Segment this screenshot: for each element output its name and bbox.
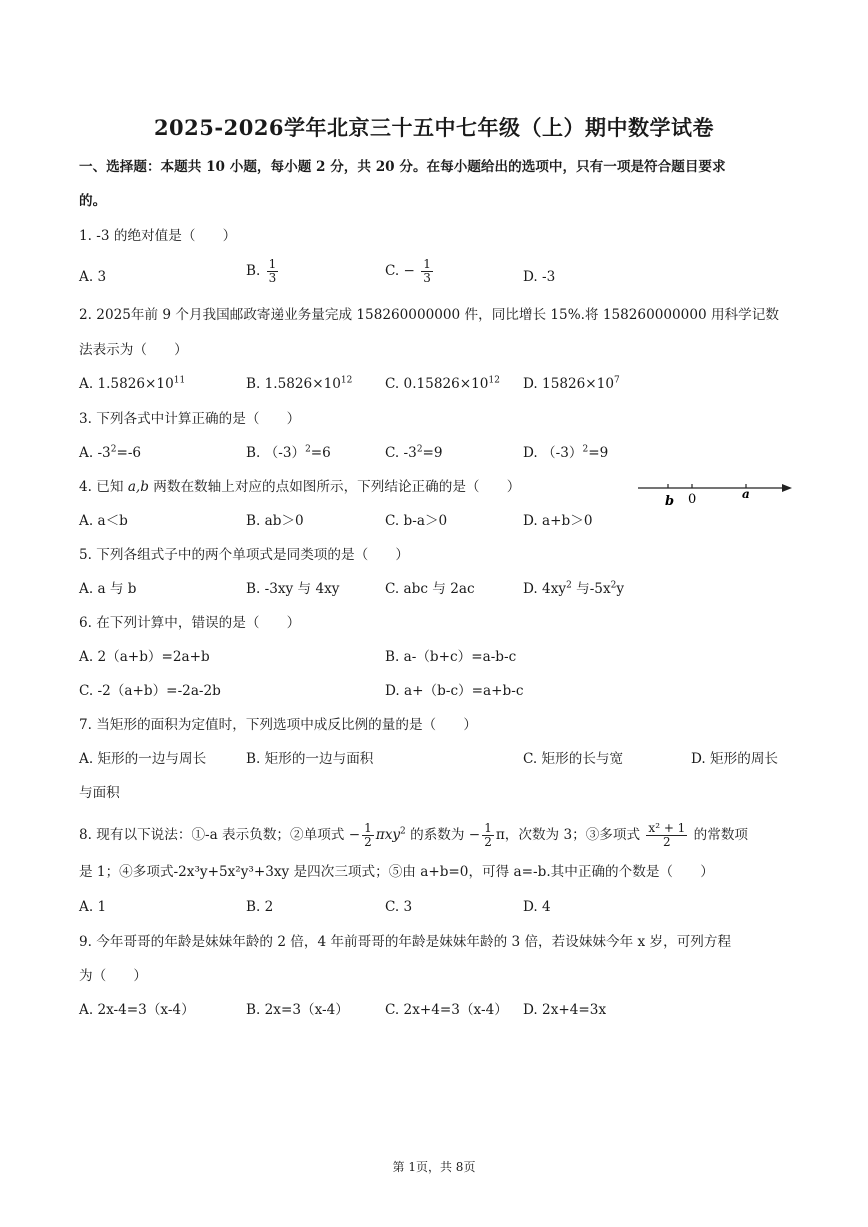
page-footer: 第 1页，共 8页 (392, 1160, 476, 1174)
q8-option-d: D. 4 (523, 899, 551, 915)
q3-option-a: A. $-3^2=-6$ (79, 444, 142, 461)
q9-option-a: A. 2x-4=3（x-4） (79, 1002, 195, 1018)
q3-option-b: B. $(-3)^2=6$ (246, 444, 331, 461)
q9-option-b: B. 2x=3（x-4） (246, 1002, 349, 1018)
q4-option-b: B. ab＞0 (246, 513, 304, 529)
label-b: b (665, 494, 675, 509)
q6-option-b: B. a-（b+c）=a-b-c (385, 649, 517, 665)
q8-stem-line1: 8. 现有以下说法：①-a 表示负数；②单项式 − $\frac{1}{2}$ πxy$^2$ 的系数为 − $\frac{1}{2}$ π，次数为 3；③多项式 $\frac{\text{x² + 1}}{2}$ 的常数项 (79, 821, 749, 849)
label-0: 0 (688, 492, 697, 507)
q3-option-c: C. $-3^2=9$ (385, 444, 443, 461)
q7-stem: 7. 当矩形的面积为定值时，下列选项中成反比例的量的是（ ） (79, 717, 477, 733)
q7-option-c: C. 矩形的长与宽 (523, 751, 624, 767)
q6-option-d: D. a+（b-c）=a+b-c (385, 683, 524, 699)
q1-c-fraction: $\frac{1}{3}$ (423, 257, 431, 285)
q3-option-d: D. $(-3)^2=9$ (523, 444, 609, 461)
q5-option-b: B. -3xy 与 4xy (246, 581, 340, 597)
q1-option-b: B. $\frac{1}{3}$ (246, 257, 277, 285)
q1-option-c: C. − $\frac{1}{3}$ (385, 257, 431, 285)
q8-fraction-3: $\frac{\text{x² + 1}}{2}$ (648, 821, 686, 849)
q2-option-c: C. $0.15826\times 10^{12}$ (385, 375, 500, 392)
section-heading-line1: 一、选择题：本题共 10 小题，每小题 2 分，共 20 分。在每小题给出的选项中，只有一项是符合题目要求 (79, 159, 726, 175)
label-a: a (742, 487, 750, 501)
q5-stem: 5. 下列各组式子中的两个单项式是同类项的是（ ） (79, 547, 409, 563)
section-heading-line2: 的。 (79, 193, 107, 209)
q6-option-c: C. -2（a+b）=-2a-2b (79, 683, 221, 699)
q5-option-c: C. abc 与 2ac (385, 581, 475, 597)
q8-option-b: B. 2 (246, 899, 274, 915)
q7-option-d-continued: 与面积 (79, 785, 120, 801)
q9-stem-line2: 为（ ） (79, 968, 147, 984)
page-title: 2025-2026学年北京三十五中七年级（上）期中数学试卷 (153, 115, 715, 140)
q7-option-a: A. 矩形的一边与周长 (79, 751, 207, 767)
number-line-figure (636, 478, 792, 512)
q4-option-d: D. a+b＞0 (523, 513, 593, 529)
q1-option-d: D. -3 (523, 269, 556, 285)
q8-fraction-1: $\frac{1}{2}$ (364, 821, 372, 849)
q2-option-d: D. $15826\times 10^7$ (523, 375, 620, 392)
q9-option-d: D. 2x+4=3x (523, 1002, 607, 1018)
q7-option-b: B. 矩形的一边与面积 (246, 751, 374, 767)
q4-option-c: C. b-a＞0 (385, 513, 448, 529)
q1-option-a: A. 3 (79, 269, 107, 285)
number-line-arrow (782, 484, 792, 492)
q1-b-fraction: $\frac{1}{3}$ (268, 257, 277, 285)
q2-option-b: B. $1.5826\times 10^{12}$ (246, 375, 353, 392)
q6-stem: 6. 在下列计算中，错误的是（ ） (79, 615, 301, 631)
q1-stem: 1. -3 的绝对值是（ ） (79, 228, 237, 244)
q9-option-c: C. 2x+4=3（x-4） (385, 1002, 508, 1018)
q3-stem: 3. 下列各式中计算正确的是（ ） (79, 411, 301, 427)
q5-option-d: D. $4xy^2$ 与$-5x^2y$ (523, 580, 625, 597)
q8-stem-line2: 是 1；④多项式-2x³y+5x²y³+3xy 是四次三项式；⑤由 a+b=0，可得 a=-b.其中正确的个数是（ ） (79, 864, 714, 880)
q5-option-a: A. a 与 b (79, 581, 137, 597)
q2-stem-line1: 2. 2025年前 9 个月我国邮政寄递业务量完成 158260000000 件，同比增长 15%.将 158260000000 用科学记数 (79, 307, 779, 323)
q4-stem: 4. 已知 a,b 两数在数轴上对应的点如图所示，下列结论正确的是（ ） (79, 479, 521, 495)
q9-stem-line1: 9. 今年哥哥的年龄是妹妹年龄的 2 倍，4 年前哥哥的年龄是妹妹年龄的 3 倍，若设妹妹今年 x 岁，可列方程 (79, 934, 732, 950)
q2-stem-line2: 法表示为（ ） (79, 342, 188, 358)
q8-option-c: C. 3 (385, 899, 413, 915)
q7-option-d: D. 矩形的周长 (691, 751, 779, 767)
q2-option-a: A. $1.5826\times 10^{11}$ (79, 375, 186, 392)
q8-fraction-2: $\frac{1}{2}$ (484, 821, 492, 849)
q6-option-a: A. 2（a+b）=2a+b (79, 649, 210, 665)
q4-option-a: A. a＜b (79, 513, 128, 529)
q8-option-a: A. 1 (79, 899, 107, 915)
